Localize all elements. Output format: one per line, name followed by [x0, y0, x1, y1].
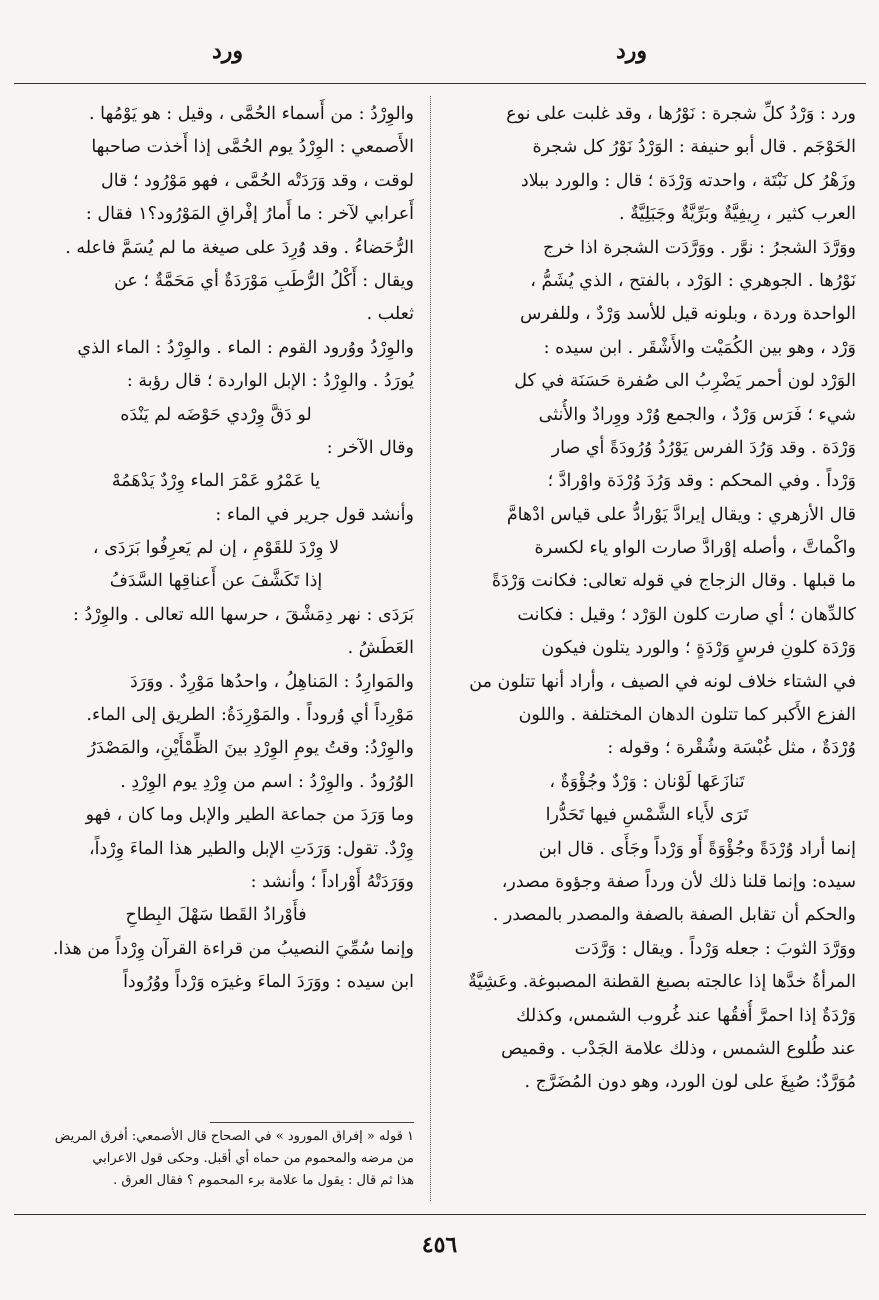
text-line: الحَوْجَم . قال أبو حنيفة : الوَرْدُ نَوْرُ كل شجرة [532, 137, 856, 158]
verse-line: يا عَمْرُو عَمْرَ الماء وِرْدٌ يَدْهَمُهْ [111, 471, 321, 492]
text-line: شيء ؛ فَرَس وَرْدٌ ، والجمع وُرْد ووِرادٌ والأُنثى [538, 404, 856, 425]
text-line: الواحدة وردة ، وبلونه قيل للأسد وَرْدٌ ، وللفرس [519, 304, 856, 325]
text-line: وُرْدَةٌ ، مثل غُبْسَة وشُقْرة ؛ وقوله : [607, 738, 856, 759]
page-number: ٤٥٦ [421, 1232, 458, 1258]
text-line: لوقت ، وقد وَرَدَتْه الحُمَّى ، فهو مَوْرُود ؛ قال [101, 170, 414, 191]
text-line: وَرْد ، وهو بين الكُمَيْت والأَشْقَر . ابن سيده : [543, 337, 856, 358]
verse-line: تَرَى لأَياء الشَّمْسِ فيها تَحَدُّرا [545, 805, 749, 826]
verse-line: تَنازَعَها لَوْنان : وَرْدٌ وجُؤْوَةٌ ، [549, 771, 745, 792]
verse-line: لو دَقَّ وِرْدي حَوْضَه لم يَنْدَه [120, 404, 312, 425]
text-line: إنما أراد وُرْدَةً وجُؤْوَةً أَو وَرْداً وجَأًى . قال ابن [538, 838, 856, 859]
text-line: ابن سيده : ووَرَدَ الماءَ وغيرَه وَرْداً ووُرُوداً [123, 972, 414, 993]
text-line: والحكم أن تقابل الصفة بالصفة والمصدر بالمصدر . [492, 905, 856, 926]
text-line: يُورَدُ . والوِرْدُ : الإبل الواردة ؛ قال رؤبة : [126, 371, 414, 392]
text-line: الوُرُودُ . والوِرْدُ : اسم من وِرْدِ يوم الوِرْدِ . [120, 771, 414, 792]
text-line: عند طُلوع الشمس ، وذلك علامة الجَدْب . وقميص [501, 1038, 856, 1059]
running-head-right: ورد [616, 38, 648, 64]
left-column [18, 98, 414, 1000]
text-line: ما قبلها . وقال الزجاج في قوله تعالى: فكانت وَرْدَةً [491, 571, 856, 592]
text-line: والمَوارِدُ : المَناهِلُ ، واحدُها مَوْرِدٌ . ووَرَدَ [129, 671, 414, 692]
text-line: وما وَرَدَ من جماعة الطير والإبل وما كان ، فهو [85, 805, 414, 826]
text-line: في الشتاء خلاف لونه في الصيف ، وأراد أنها تتلون من [469, 671, 856, 692]
verse-line: فأَوْرادُ القَطا سَهْلَ البِطاحِ [125, 905, 307, 926]
text-line: ويقال : أَكْلُ الرُّطَبِ مَوْرَدَةٌ أي مَحَمَّةٌ ؛ عن [114, 270, 414, 291]
text-line: مُوَرَّدٌ: صُبِغَ على لون الورد، وهو دون المُضَرَّج . [524, 1072, 856, 1093]
text-line: ثعلب . [366, 304, 414, 325]
text-line: وَرْدَة كلونِ فرسٍ وَرْدَةٍ ؛ والورد يتلون فيكون [541, 638, 856, 659]
text-line: وِرْدٌ. تقول: وَرَدَتِ الإبل والطير هذا الماءَ وِرْداً، [89, 838, 414, 859]
text-line: قال الأزهري : ويقال إيرادَّ يَوْرادُّ على قياس ادْهامَّ [506, 504, 856, 525]
top-rule [14, 83, 866, 84]
text-line: الرُّحَضاءُ . وقد وُرِدَ على صيغة ما لم يُسَمَّ فاعله . [65, 237, 414, 258]
text-line: مَوْرِداً أي وُروداً . والمَوْرِدَةُ: الطريق إلى الماء. [86, 705, 414, 726]
text-line: وزَهْرُ كل نَبْتَة ، واحدته وَرْدَة ؛ قال : والورد ببلاد [520, 170, 856, 191]
text-line: والوِرْدُ: وقتُ يومِ الوِرْدِ بينَ الظِّمْأَيْنِ، والمَصْدَرُ [87, 738, 414, 759]
text-line: واكْماتَّ ، وأصله إوْرادَّ صارت الواو ياء لكسرة [534, 538, 856, 559]
footnote-line: من مرضه والمحموم من حماه أي أقبل. وحكى قول الاعرابي [92, 1151, 414, 1166]
text-line: ووَرَّدَ الثوبَ : جعله وَرْداً . ويقال : وَرَّدَت [574, 938, 856, 959]
text-line: ووَرَدَتْهُ أَوْراداً ؛ وأنشد : [250, 871, 414, 892]
text-line: العَطَشُ . [347, 638, 414, 659]
footnote-rule [210, 1122, 414, 1123]
text-line: وَرْدَةٌ إذا احمرَّ أُفقُها عند غُروب الشمس، وكذلك [516, 1005, 856, 1026]
text-line: أَعرابي لآخر : ما أَمارُ إفْراقِ المَوْرُود؟١ فقال : [85, 204, 414, 225]
footnote-line: هذا ثم قال : يقول ما علامة برء المحموم ؟ فقال العرق . [113, 1173, 414, 1188]
text-line: وَرْداً . وفي المحكم : وقد وَرُدَ وُرْدَة واوْرادَّ ؛ [547, 471, 856, 492]
text-line: وقال الآخر : [326, 437, 414, 458]
running-head-left: ورد [212, 38, 244, 64]
right-column [438, 98, 856, 1100]
text-line: ووَرَّدَ الشجرُ : نوَّر . ووَرَّدَت الشجرة اذا خرج [542, 237, 856, 258]
text-line: وَرْدَة . وقد وَرُدَ الفرس يَوْرُدُ وُرُودَةً أي صار [551, 437, 856, 458]
text-line: العرب كثير ، رِيفِيَّةٌ وبَرِّيَّةٌ وجَبَلِيَّةٌ . [619, 204, 856, 225]
text-line: والوِرْدُ ووُرود القوم : الماء . والوِرْدُ : الماء الذي [77, 337, 414, 358]
text-line: المرأةُ خدَّها إذا عالجته بصبغ القطنة المصبوغة. وعَشِيَّةٌ [468, 972, 856, 993]
text-line: نَوْرُها . الجوهري : الوَرْد ، بالفتح ، الذي يُشَمُّ ، [530, 270, 856, 291]
column-divider [430, 96, 431, 1201]
footnote [18, 1126, 414, 1192]
text-line: ورد : وَرْدُ كلِّ شجرة : نَوْرُها ، وقد غلبت على نوع [506, 104, 856, 124]
text-line: الوَرْد لون أحمر يَضْرِبُ الى صُفرة حَسَنَة في كل [514, 371, 856, 392]
footnote-line: ١ قوله « إفراق المورود » في الصحاح قال الأصمعي: أفرق المريض [54, 1129, 414, 1144]
text-line: سيده: وإنما قلنا ذلك لأن ورداً صفة وجؤوة مصدر، [501, 871, 856, 892]
text-line: الأَصمعي : الوِرْدُ يوم الحُمَّى إذا أَخذت صاحبها [91, 137, 414, 158]
bottom-rule [14, 1214, 866, 1215]
text-line: الفزع الأَكبر كما تتلون الدهان المختلفة . واللون [518, 705, 856, 726]
text-line: وأنشد قول جرير في الماء : [215, 504, 414, 525]
verse-line: لا وِرْدَ للقَوْمِ ، إن لم يَعرِفُوا بَرَدَى ، [92, 538, 340, 559]
verse-line: إذا تَكَشَّفَ عن أَعناقِها السَّدَفُ [109, 571, 323, 592]
text-line: بَرَدَى : نهر دِمَشْقَ ، حرسها الله تعالى . والوِرْدُ : [72, 604, 414, 625]
text-line: وإنما سُمِّيَ النصيبُ من قراءة القرآن وِرْداً من هذا. [52, 938, 414, 959]
text-line: والوِرْدُ : من أَسماء الحُمَّى ، وقيل : هو يَوْمُها . [89, 104, 414, 124]
text-line: كالدِّهان ؛ أي صارت كلون الوَرْد ؛ وقيل : فكانت [517, 604, 856, 625]
